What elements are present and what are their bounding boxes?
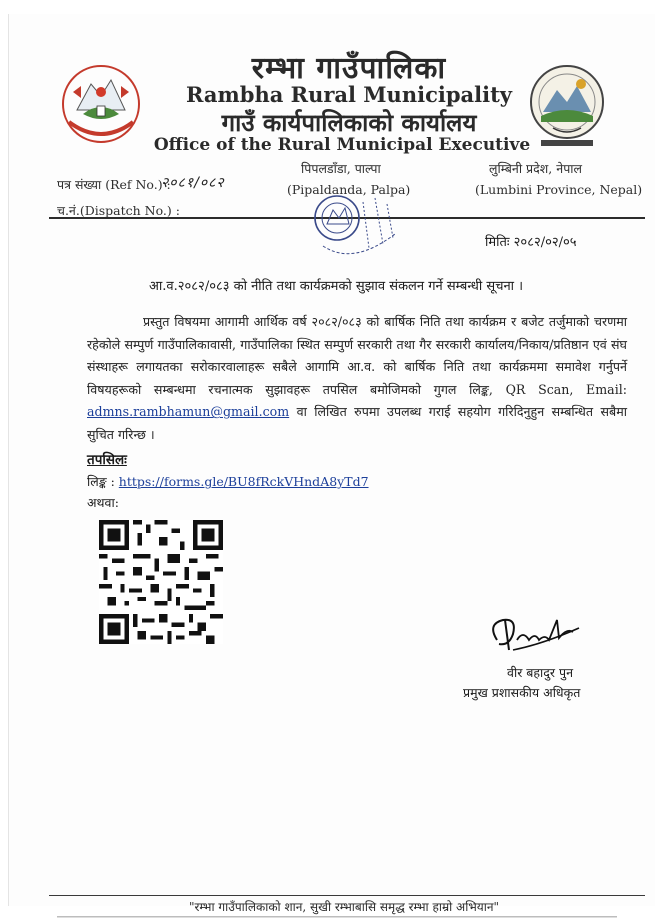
ref-no-value: २०८१/०८२ <box>161 175 225 191</box>
dispatch-no-label: च.नं.(Dispatch No.) : <box>57 203 180 218</box>
footer-divider <box>49 895 645 896</box>
or-label: अथवा: <box>87 495 119 510</box>
signatory-name: वीर बहादुर पुन <box>507 665 574 680</box>
body-text-after-email: वा लिखित रुपमा उपलब्ध गराई सहयोग गरिदिनुहुन सम्बन्धित सबैमा सुचित गरिन्छ । <box>87 404 627 442</box>
header-office-name-english: Office of the Rural Municipal Executive <box>153 135 531 155</box>
ref-no-label: पत्र संख्या (Ref No.) : <box>57 177 171 192</box>
contact-email-link[interactable]: admns.rambhamun@gmail.com <box>87 404 290 420</box>
footer-decoration <box>57 914 617 920</box>
footer-slogan: "रम्भा गाउँपालिकाको शान, सुखी रम्भाबासि समृद्ध रम्भा हाम्रो अभियान" <box>189 900 500 914</box>
link-label: लिङ्क : <box>87 474 115 489</box>
letter-subject: आ.व.२०८२/०८३ को नीति तथा कार्यक्रमको सुझाव संकलन गर्ने सम्बन्धी सूचना । <box>149 279 524 294</box>
header-municipality-name-nepali: रम्भा गाउँपालिका <box>251 51 447 86</box>
province-nepali: लुम्बिनी प्रदेश, नेपाल <box>489 161 583 176</box>
signatory-title: प्रमुख प्रशासकीय अधिकृत <box>463 685 581 700</box>
province-english: (Lumbini Province, Nepal) <box>475 182 643 197</box>
signature-icon <box>483 610 587 658</box>
form-link-row <box>87 473 369 490</box>
letter-body <box>87 311 627 447</box>
location-english: (Pipaldanda, Palpa) <box>287 182 411 197</box>
office-stamp-icon <box>303 188 407 274</box>
nepal-emblem-icon <box>59 62 143 146</box>
header-office-name-nepali: गाउँ कार्यपालिकाको कार्यालय <box>221 108 477 137</box>
google-form-link[interactable]: https://forms.gle/BU8fRckVHndA8yTd7 <box>118 474 369 489</box>
details-heading: तपसिलः <box>87 452 127 468</box>
letter-date: मितिः २०८२/०२/०५ <box>485 235 577 250</box>
header-municipality-name-english: Rambha Rural Municipality <box>186 82 512 107</box>
letter-page <box>8 14 655 914</box>
qr-code-icon[interactable] <box>99 520 223 644</box>
body-text-before-email: प्रस्तुत विषयमा आगामी आर्थिक वर्ष २०८२/०८३ को बार्षिक निति तथा कार्यक्रम र बजेट तर्जुमाको चरणमा रहेकोले सम्पुर्ण गाउँपालिकावासी, गाउँपालिका स्थित सम्पुर्ण सरकारी तथा गैर सरकारी कार्यालय/निकाय/प्रतिष्ठान एवं संघ संस्थाहरू लगायतका सरोकारवालाहरू सबैले आगामि आ.व. को बार्षिक निति तथा कार्यक्रममा समावेश गर्नुपर्ने विषयहरूको सम्बन्धमा रचनात्मक सुझावहरू तपसिल बमोजिमको गुगल लिङ्क, QR Scan, Email: <box>87 314 627 397</box>
location-nepali: पिपलडाँडा, पाल्पा <box>301 161 381 176</box>
